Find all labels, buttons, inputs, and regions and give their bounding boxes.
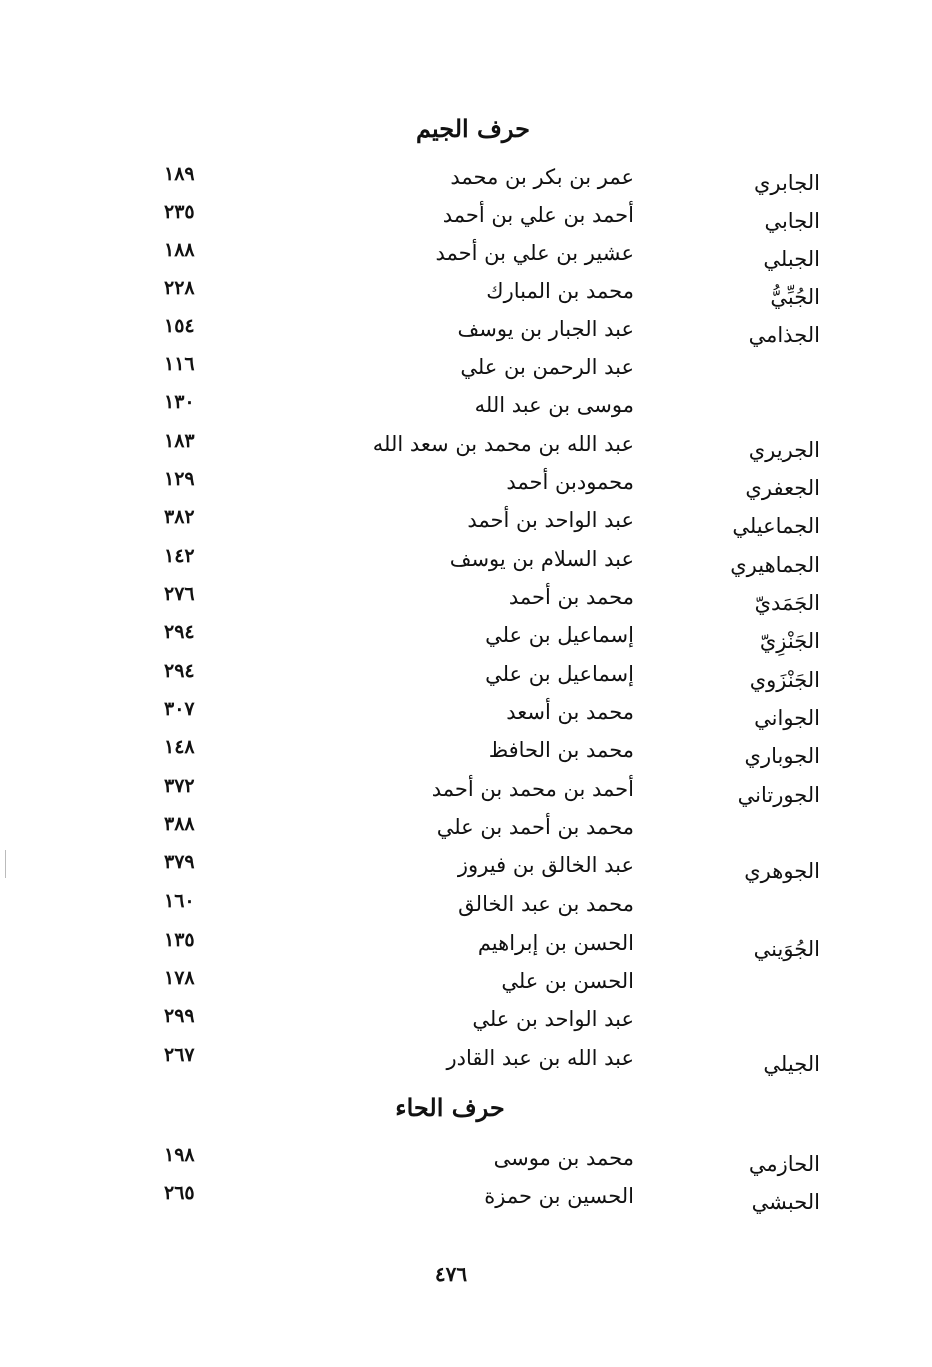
nisba: الجعفري [745, 476, 820, 500]
person-name: عبد الجبار بن يوسف [457, 317, 634, 341]
page-number: ٣٨٢ [164, 506, 195, 528]
index-entry [0, 1044, 932, 1090]
page-number: ١٤٨ [164, 736, 195, 758]
page-number: ٣٨٨ [164, 813, 195, 835]
person-name: عبد الخالق بن فيروز [457, 853, 634, 877]
page-number: ١١٦ [164, 353, 195, 375]
page-number: ١٧٨ [164, 967, 195, 989]
person-name: عبد الله بن عبد القادر [446, 1046, 634, 1070]
nisba: الحبشي [751, 1190, 820, 1214]
nisba: الجَنْزَوي [749, 668, 820, 692]
nisba: الجماعيلي [732, 514, 820, 538]
nisba: الجورتاني [737, 783, 820, 807]
page-number: ١٨٨ [164, 239, 195, 261]
nisba: الجوهري [744, 859, 820, 883]
person-name: أحمد بن علي بن أحمد [442, 203, 634, 227]
page-number: ١٥٤ [164, 315, 195, 337]
page-number: ٢٦٥ [164, 1182, 195, 1204]
person-name: محمد بن أحمد [508, 585, 634, 609]
nisba: الجَمَديّ [754, 591, 820, 615]
page-number: ١٣٥ [164, 929, 195, 951]
page-number: ١٢٩ [164, 468, 195, 490]
page-number: ٢٧٦ [164, 583, 195, 605]
nisba: الجُوَيني [753, 937, 820, 961]
person-name: محمد بن موسى [493, 1146, 634, 1170]
page-number: ٢٩٤ [164, 660, 195, 682]
person-name: الحسن بن إبراهيم [477, 931, 634, 955]
person-name: عبد الله بن محمد بن سعد الله [372, 432, 634, 456]
person-name: محمد بن أسعد [506, 700, 634, 724]
section-heading-ha: حرف الحاء [395, 1093, 505, 1122]
nisba: الجريري [748, 438, 820, 462]
person-name: عبد السلام بن يوسف [449, 547, 634, 571]
person-name: الحسن بن علي [501, 969, 634, 993]
page-number: ٢٩٩ [164, 1005, 195, 1027]
page-number: ٣٠٧ [164, 698, 195, 720]
nisba: الجذامي [748, 323, 820, 347]
person-name: محمد بن المبارك [486, 279, 634, 303]
page-number: ١٨٣ [164, 430, 195, 452]
page-number: ١٦٠ [164, 890, 195, 912]
page-number: ١٩٨ [164, 1144, 195, 1166]
page-number: ١٣٠ [164, 391, 195, 413]
page-number: ٢٩٤ [164, 621, 195, 643]
page-number: ١٤٢ [164, 545, 195, 567]
nisba: الجبلي [763, 247, 820, 271]
scan-edge-mark [5, 850, 6, 878]
person-name: الحسين بن حمزة [484, 1184, 634, 1208]
page-folio-number: ٤٧٦ [434, 1262, 468, 1286]
person-name: محمودبن أحمد [506, 470, 634, 494]
page-number: ١٨٩ [164, 163, 195, 185]
nisba: الجوباري [744, 744, 820, 768]
person-name: محمد بن أحمد بن علي [436, 815, 634, 839]
nisba: الجيلي [763, 1052, 820, 1076]
nisba: الحازمي [748, 1152, 820, 1176]
person-name: عمر بن بكر بن محمد [450, 165, 634, 189]
nisba: الجابري [753, 171, 820, 195]
page-number: ٢٢٨ [164, 277, 195, 299]
person-name: موسى بن عبد الله [474, 393, 634, 417]
nisba: الجُبِّيُّ [770, 285, 820, 309]
page-number: ٣٧٢ [164, 775, 195, 797]
person-name: عبد الواحد بن أحمد [467, 508, 634, 532]
nisba: الجماهيري [730, 553, 820, 577]
nisba: الجابي [764, 209, 820, 233]
person-name: محمد بن عبد الخالق [458, 892, 634, 916]
person-name: إسماعيل بن علي [485, 662, 634, 686]
person-name: عبد الواحد بن علي [472, 1007, 634, 1031]
person-name: إسماعيل بن علي [485, 623, 634, 647]
person-name: عشير بن علي بن أحمد [435, 241, 634, 265]
nisba: الجواني [754, 706, 820, 730]
page-number: ٣٧٩ [164, 851, 195, 873]
page-number: ٢٦٧ [164, 1044, 195, 1066]
person-name: عبد الرحمن بن علي [460, 355, 634, 379]
page-number: ٢٣٥ [164, 201, 195, 223]
section-heading-jim: حرف الجيم [416, 114, 530, 143]
nisba: الجَنْزِيّ [759, 629, 820, 653]
person-name: أحمد بن محمد بن أحمد [431, 777, 634, 801]
index-entry [0, 1182, 932, 1228]
person-name: محمد بن الحافظ [488, 738, 634, 762]
